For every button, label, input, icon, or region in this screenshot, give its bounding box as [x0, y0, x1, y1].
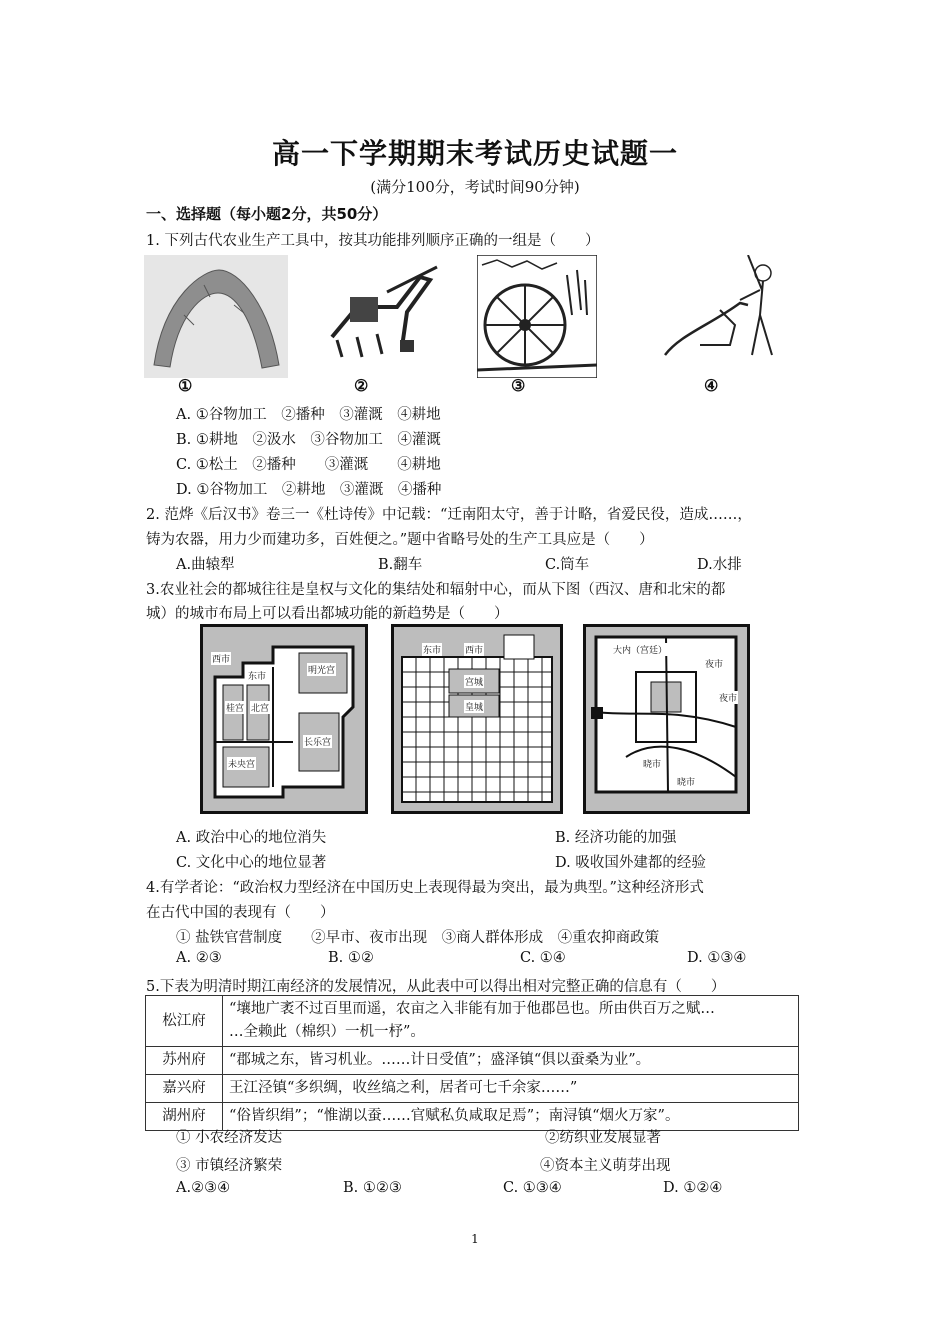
table-cell-description: “郡城之东，皆习机业。……计日受值”；盛泽镇“俱以蚕桑为业”。 — [223, 1047, 799, 1075]
q1-option-b: B. ①耕地 ②汲水 ③谷物加工 ④灌溉 — [176, 432, 441, 448]
q4-line-1: 4.有学者论：“政治权力型经济在中国历史上表现得最为突出，最为典型。”这种经济形式 — [146, 880, 704, 896]
map1-label-gui-palace: 桂宫 — [225, 701, 245, 714]
q2-option-c: C.筒车 — [545, 557, 590, 573]
q1-option-d: D. ①谷物加工 ②耕地 ③灌溉 ④播种 — [176, 482, 442, 498]
q1-option-c: C. ①松土 ②播种 ③灌溉 ④耕地 — [176, 457, 441, 473]
table-cell-prefecture: 苏州府 — [146, 1047, 223, 1075]
map3-label-palace: 大内（宫廷） — [612, 643, 668, 656]
q2-option-d: D.水排 — [697, 557, 742, 573]
q1-label-2: ② — [354, 376, 369, 395]
table-cell-text-line-2: …全赖此（棉织）一机一杼”。 — [229, 1024, 425, 1040]
q3-option-d: D. 吸收国外建都的经验 — [555, 855, 706, 871]
table-row — [146, 1075, 799, 1103]
q3-line-2: 城）的城市布局上可以看出都城功能的新趋势是（ ） — [146, 606, 509, 622]
q1-image-plough — [660, 255, 790, 365]
q5-stem: 5.下表为明清时期江南经济的发展情况，从此表中可以得出相对完整正确的信息有（ ） — [146, 979, 726, 995]
table-cell-prefecture: 松江府 — [146, 996, 223, 1047]
q5-table — [145, 995, 799, 1131]
map2-label-west-market: 西市 — [464, 643, 484, 656]
map2-label-imperial-city: 皇城 — [464, 700, 484, 713]
page-subtitle: (满分100分，考试时间90分钟) — [370, 178, 580, 196]
q4-option-d: D. ①③④ — [687, 950, 747, 966]
map3-label-morning-market-1: 晓市 — [642, 757, 662, 770]
q1-image-seed-drill — [312, 262, 440, 362]
map3-label-morning-market-2: 晓市 — [676, 775, 696, 788]
q2-option-a: A.曲辕犁 — [176, 557, 235, 573]
q3-line-1: 3.农业社会的都城往往是皇权与文化的集结处和辐射中心，而从下图（西汉、唐和北宋的都 — [146, 582, 726, 598]
table-cell-description — [223, 996, 799, 1047]
q1-label-4: ④ — [704, 376, 719, 395]
map3-label-night-market-1: 夜市 — [704, 657, 724, 670]
q3-map-northern-song — [583, 624, 750, 814]
q1-option-a: A. ①谷物加工 ②播种 ③灌溉 ④耕地 — [176, 407, 441, 423]
q5-item-3: ③ 市镇经济繁荣 — [176, 1158, 283, 1174]
map1-label-changle-palace: 长乐宫 — [303, 735, 332, 748]
q4-option-a: A. ②③ — [176, 950, 222, 966]
map1-label-east-market: 东市 — [247, 669, 267, 682]
q1-image-water-wheel — [477, 255, 597, 378]
q5-option-a: A.②③④ — [176, 1180, 231, 1196]
q5-item-1: ① 小农经济发达 — [176, 1130, 283, 1146]
table-row — [146, 1047, 799, 1075]
q2-option-b: B.翻车 — [378, 557, 423, 573]
map2-label-palace-city: 宫城 — [464, 675, 484, 688]
table-cell-prefecture: 湖州府 — [146, 1103, 223, 1131]
q2-line-2: 铸为农器，用力少而建功多，百姓便之。”题中省略号处的生产工具应是（ ） — [146, 532, 654, 548]
table-cell-description: “俗皆织绢”；“惟湖以蚕……官赋私负咸取足焉”；南浔镇“烟火万家”。 — [223, 1103, 799, 1131]
table-cell-description: 王江泾镇“多织绸，收丝缟之利，居者可七千余家……” — [223, 1075, 799, 1103]
q3-map-tang — [391, 624, 563, 814]
q1-label-1: ① — [178, 376, 193, 395]
map1-label-west-market: 西市 — [211, 652, 231, 665]
q3-map-western-han — [200, 624, 368, 814]
map1-label-weiyang-palace: 未央宫 — [227, 757, 256, 770]
q3-option-a: A. 政治中心的地位消失 — [176, 830, 327, 846]
q1-stem: 1. 下列古代农业生产工具中，按其功能排列顺序正确的一组是（ ） — [146, 233, 600, 249]
q1-image-stone-tool — [144, 255, 288, 378]
q5-option-c: C. ①③④ — [503, 1180, 562, 1196]
q4-option-c: C. ①④ — [520, 950, 566, 966]
q4-line-2: 在古代中国的表现有（ ） — [146, 905, 335, 921]
q3-option-c: C. 文化中心的地位显著 — [176, 855, 327, 871]
q2-line-1: 2. 范烨《后汉书》卷三一《杜诗传》中记载：“迁南阳太守，善于计略，省爱民役，造成……， — [146, 507, 752, 523]
q5-option-d: D. ①②④ — [663, 1180, 723, 1196]
page-number: 1 — [471, 1232, 479, 1246]
table-cell-prefecture: 嘉兴府 — [146, 1075, 223, 1103]
map1-label-mingguang-palace: 明光宫 — [307, 663, 336, 676]
q4-option-b: B. ①② — [328, 950, 374, 966]
q5-item-2: ②纺织业发展显著 — [545, 1130, 661, 1146]
q4-items: ① 盐铁官营制度 ②早市、夜市出现 ③商人群体形成 ④重农抑商政策 — [176, 930, 660, 946]
table-row — [146, 996, 799, 1047]
q5-item-4: ④资本主义萌芽出现 — [540, 1158, 671, 1174]
map2-label-east-market: 东市 — [422, 643, 442, 656]
q1-label-3: ③ — [511, 376, 526, 395]
section-heading: 一、选择题（每小题2分，共50分） — [146, 205, 388, 223]
page-title: 高一下学期期末考试历史试题一 — [271, 137, 678, 170]
q3-option-b: B. 经济功能的加强 — [555, 830, 677, 846]
map1-label-north-palace: 北宫 — [250, 701, 270, 714]
map3-label-night-market-2: 夜市 — [718, 691, 738, 704]
q5-option-b: B. ①②③ — [343, 1180, 402, 1196]
table-cell-text-line-1: “壤地广袤不过百里而遥，农亩之入非能有加于他郡邑也。所由供百万之赋… — [229, 1001, 715, 1017]
